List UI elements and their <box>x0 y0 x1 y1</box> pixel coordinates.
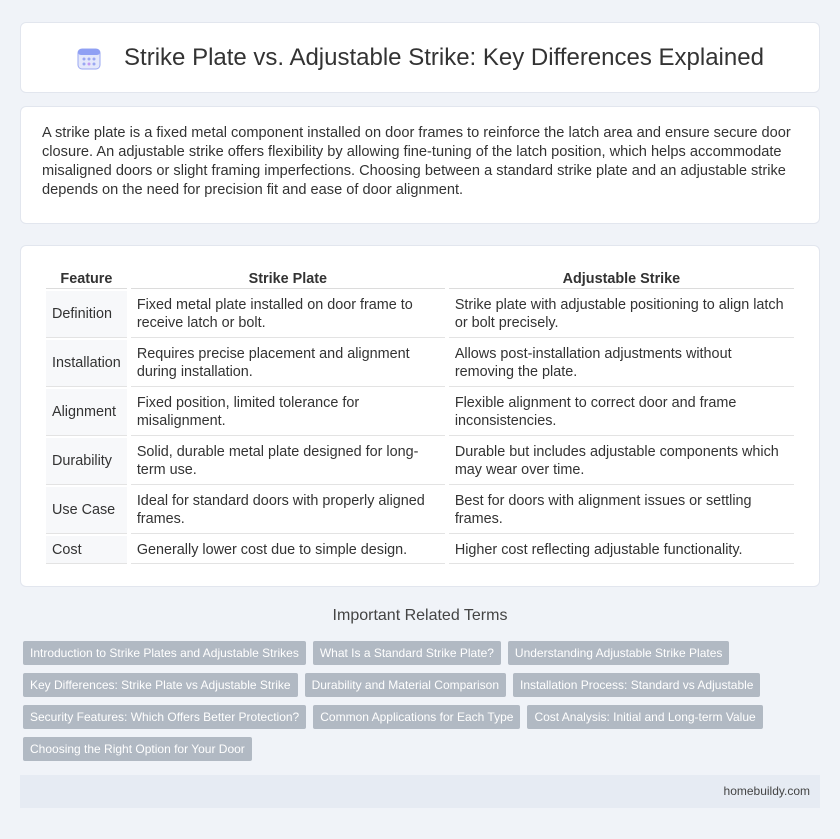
row-strike-plate: Requires precise placement and alignment during installation. <box>131 340 445 387</box>
row-feature: Alignment <box>46 389 127 436</box>
calendar-grid-icon <box>76 45 102 71</box>
row-feature: Installation <box>46 340 127 387</box>
column-header-strike-plate: Strike Plate <box>131 265 445 289</box>
row-feature: Cost <box>46 536 127 564</box>
footer-site-link[interactable]: homebuildy.com <box>723 784 810 798</box>
table-header-row <box>46 265 794 289</box>
row-feature: Durability <box>46 438 127 485</box>
intro-paragraph: A strike plate is a fixed metal component installed on door frames to reinforce the latch area and ensure secure door closure. An adjustable strike offers flexibility by allowing fine-tuning of the latch position, which helps accommodate misaligned doors or slight framing imperfections. Choosing between a standard strike plate and an adjustable strike depends on the need for precision fit and ease of door alignment. <box>42 125 791 198</box>
related-term-tag[interactable]: What Is a Standard Strike Plate? <box>313 641 501 665</box>
table-row <box>46 389 794 436</box>
column-header-adjustable-strike: Adjustable Strike <box>449 265 794 289</box>
table-row <box>46 291 794 338</box>
table-row <box>46 536 794 564</box>
row-adjustable-strike: Best for doors with alignment issues or settling frames. <box>449 487 794 534</box>
related-term-tag[interactable]: Security Features: Which Offers Better Protection? <box>23 705 306 729</box>
table-row <box>46 340 794 387</box>
page-title: Strike Plate vs. Adjustable Strike: Key Differences Explained <box>124 43 764 71</box>
footer <box>20 775 820 808</box>
related-term-tag[interactable]: Understanding Adjustable Strike Plates <box>508 641 729 665</box>
related-term-tag[interactable]: Introduction to Strike Plates and Adjustable Strikes <box>23 641 306 665</box>
intro-card <box>20 106 820 224</box>
related-term-tag[interactable]: Choosing the Right Option for Your Door <box>23 737 252 761</box>
row-strike-plate: Ideal for standard doors with properly aligned frames. <box>131 487 445 534</box>
related-terms-heading: Important Related Terms <box>332 607 508 624</box>
comparison-card <box>20 245 820 587</box>
row-adjustable-strike: Flexible alignment to correct door and frame inconsistencies. <box>449 389 794 436</box>
related-terms-list <box>23 641 803 769</box>
header-card <box>20 22 820 93</box>
row-feature: Use Case <box>46 487 127 534</box>
row-strike-plate: Solid, durable metal plate designed for long-term use. <box>131 438 445 485</box>
row-strike-plate: Fixed position, limited tolerance for misalignment. <box>131 389 445 436</box>
table-row <box>46 487 794 534</box>
row-strike-plate: Fixed metal plate installed on door frame to receive latch or bolt. <box>131 291 445 338</box>
related-term-tag[interactable]: Common Applications for Each Type <box>313 705 520 729</box>
comparison-table <box>42 263 798 566</box>
row-adjustable-strike: Strike plate with adjustable positioning to align latch or bolt precisely. <box>449 291 794 338</box>
row-adjustable-strike: Allows post-installation adjustments without removing the plate. <box>449 340 794 387</box>
column-header-feature: Feature <box>46 265 127 289</box>
row-adjustable-strike: Durable but includes adjustable components which may wear over time. <box>449 438 794 485</box>
row-adjustable-strike: Higher cost reflecting adjustable functionality. <box>449 536 794 564</box>
related-term-tag[interactable]: Installation Process: Standard vs Adjustable <box>513 673 760 697</box>
related-term-tag[interactable]: Cost Analysis: Initial and Long-term Value <box>527 705 762 729</box>
row-feature: Definition <box>46 291 127 338</box>
related-term-tag[interactable]: Durability and Material Comparison <box>305 673 506 697</box>
related-term-tag[interactable]: Key Differences: Strike Plate vs Adjustable Strike <box>23 673 298 697</box>
table-row <box>46 438 794 485</box>
row-strike-plate: Generally lower cost due to simple design. <box>131 536 445 564</box>
